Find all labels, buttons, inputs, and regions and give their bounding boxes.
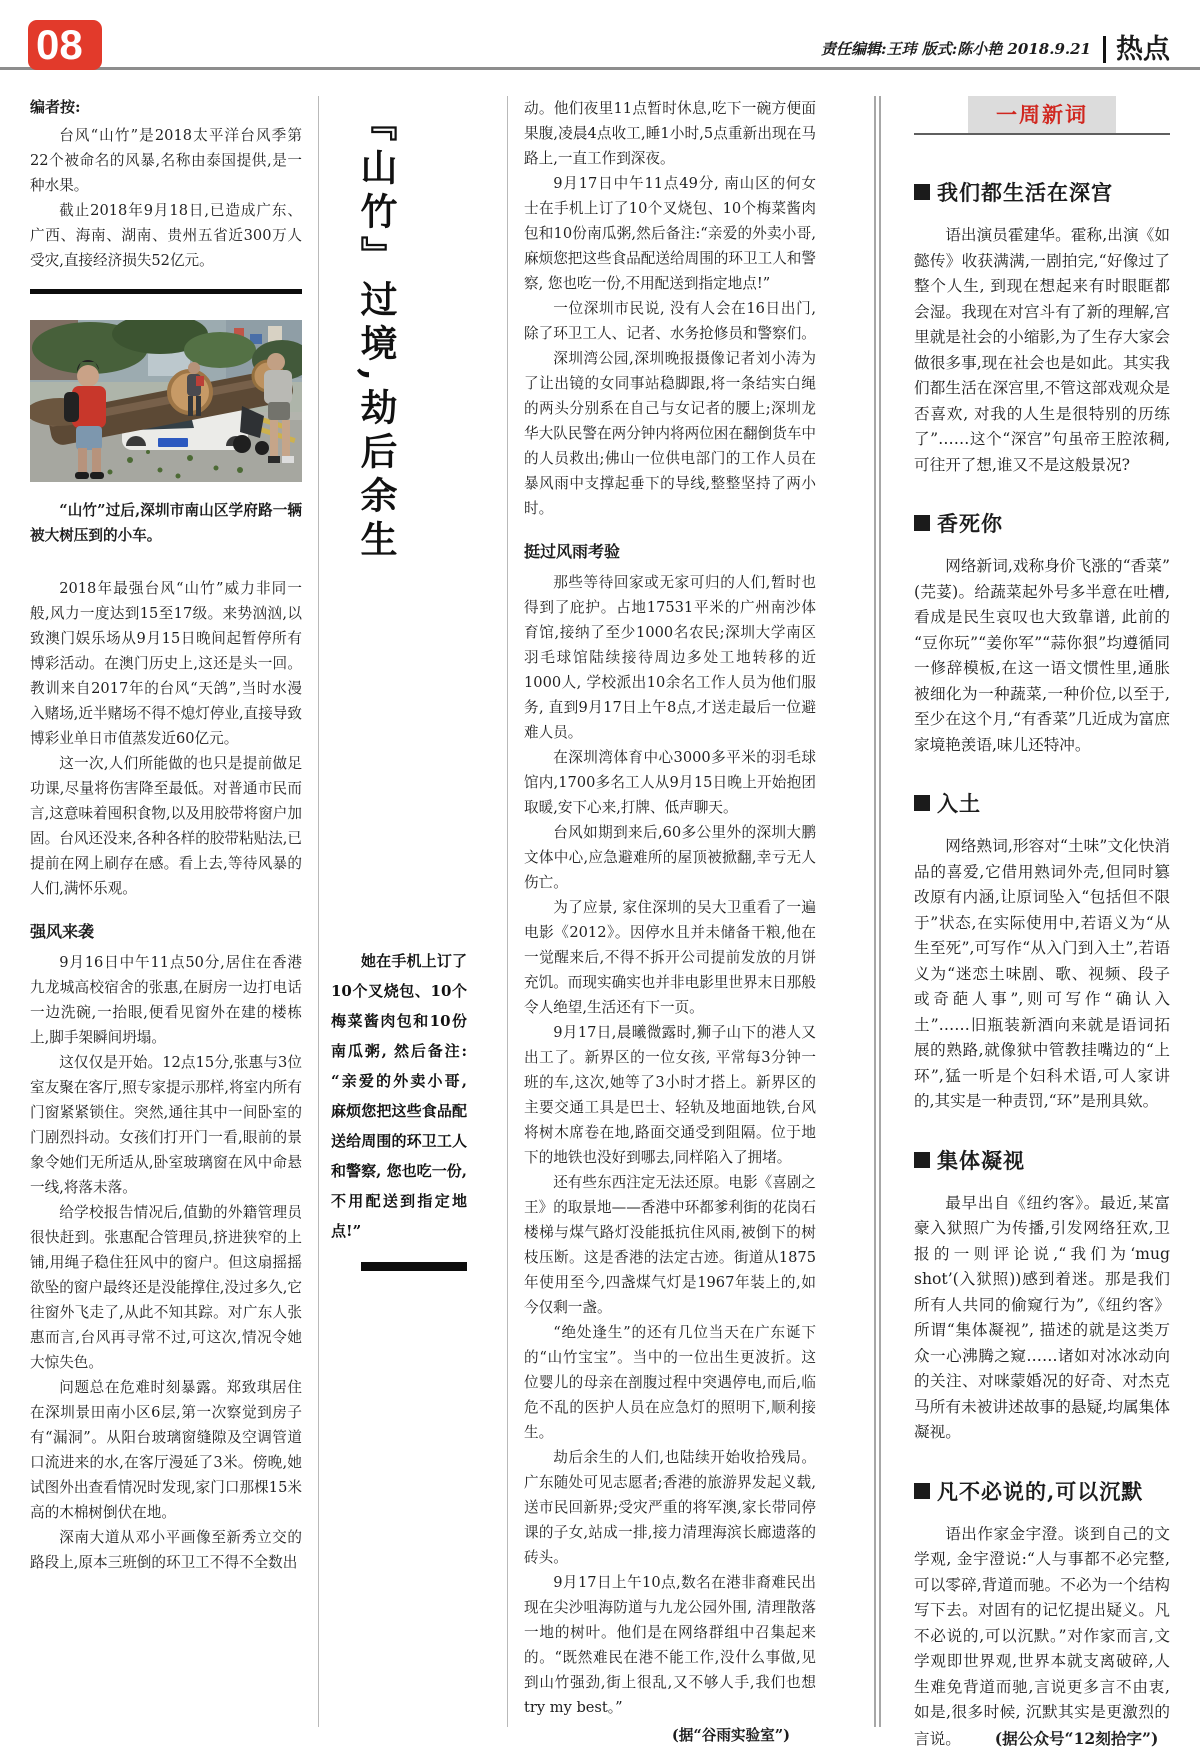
headline-column bbox=[319, 96, 508, 1727]
paragraph: 深圳湾公园,深圳晚报摄像记者刘小涛为了让出镜的女同事站稳脚跟,将一条结实白绳的两头分别系在自己与女记者的腰上;深圳龙华大队民警在两分钟内将两位困在翻倒货车中的人员救出;佛山一位供电部门的工作人员在暴风雨中支撑起垂下的导线,整整坚持了两小时。 bbox=[524, 346, 816, 521]
new-word-body-text: 语出作家金宇澄。谈到自己的文学观, 金宇澄说:“人与事都不必完整,可以零碎,背道而驰。不必为一个结构写下去。对固有的记忆提出疑义。凡不必说的,可以沉默。”对作家而言,文学观即世界观,世界本就支离破碎,人生难免背道而驰,言说更多言不由衷,如是,很多时候, 沉默其实是更激烈的言说。 bbox=[914, 1525, 1170, 1748]
paragraph: 台风“山竹”是2018太平洋台风季第22个被命名的风暴,名称由泰国提供,是一种水果。 bbox=[30, 123, 302, 198]
paragraph: 截止2018年9月18日,已造成广东、广西、海南、湖南、贵州五省近300万人受灾,直接经济损失52亿元。 bbox=[30, 198, 302, 273]
news-photo bbox=[30, 320, 302, 482]
article-title: 『山竹』过境,劫后余生 bbox=[349, 104, 403, 574]
new-words-title: 一周新词 bbox=[968, 96, 1116, 133]
paragraph: 9月16日中午11点50分,居住在香港九龙城高校宿舍的张惠,在厨房一边打电话一边洗碗,一抬眼,便看见窗外在建的楼栋上,脚手架瞬间坍塌。 bbox=[30, 950, 302, 1050]
strong-wind-paragraphs bbox=[30, 950, 302, 1575]
square-bullet-icon bbox=[914, 515, 930, 531]
lead-paragraphs bbox=[30, 576, 302, 901]
new-word-body: 最早出自《纽约客》。最近,某富豪入狱照广为传播,引发网络狂欢,卫报的一则评论说,“我们为‘mug shot’(入狱照))感到着迷。那是我们所有人共同的偷窥行为”,《纽约客》所谓“集体凝视”, 描述的就是这类万众一心沸腾之窥……诸如对冰冰动向的关注、对咪蒙婚况的好奇、对杰克马所有未被讲述故事的悬疑,均属集体凝视。 bbox=[914, 1191, 1170, 1446]
paragraph: 劫后余生的人们,也陆续开始收拾残局。广东随处可见志愿者;香港的旅游界发起义载,送市民回新界;受灾严重的将军澳,家长带同停课的子女,站成一排,接力清理海滨长廊遗落的砖头。 bbox=[524, 1445, 816, 1570]
new-words-attribution: (据公众号“12刻拾字”) bbox=[961, 1729, 1159, 1748]
new-word-entry bbox=[914, 508, 1170, 758]
double-rule bbox=[30, 289, 302, 294]
quote-underline-bar bbox=[361, 1262, 467, 1271]
editor-note bbox=[30, 96, 302, 273]
paragraph: 问题总在危难时刻暴露。郑致琪居住在深圳景田南小区6层,第一次察觉到房子有“漏洞”。从阳台玻璃窗缝隙及空调管道口流进来的水,在客厅漫延了3米。傍晚,她试图外出查看情况时发现,家门口那棵15米高的木棉树倒伏在地。 bbox=[30, 1375, 302, 1525]
section-title: 热点 bbox=[1103, 36, 1170, 63]
section-heading-survive-storm: 挺过风雨考验 bbox=[524, 539, 816, 562]
header-meta bbox=[821, 36, 1170, 63]
article-attribution: (据“谷雨实验室”) bbox=[524, 1724, 816, 1745]
square-bullet-icon bbox=[914, 184, 930, 200]
new-word-heading-text: 凡不必说的,可以沉默 bbox=[937, 1476, 1143, 1506]
editor-note-paragraphs bbox=[30, 123, 302, 273]
square-bullet-icon bbox=[914, 795, 930, 811]
editor-note-label: 编者按: bbox=[30, 96, 302, 117]
new-word-body: 网络新词,戏称身价飞涨的“香菜”(芫荽)。给蔬菜起外号多半意在吐槽,看成是民生哀叹也大致靠谱, 此前的“豆你玩”“姜你军”“蒜你狠”均遵循同一修辞模板,在这一语文惯性里,通胀被细化为一种蔬菜,一种价位,以至于,至少在这个月,“有香菜”几近成为富庶家境艳羡语,味儿还特冲。 bbox=[914, 554, 1170, 758]
new-word-body: 语出演员霍建华。霍称,出演《如懿传》收获满满,一剧拍完,“好像过了整个人生, 到现在想起来有时眼眶都会湿。我现在对宫斗有了新的理解,宫里就是社会的小缩影,为了生存大家会做很多事,现在社会也是如此。其实我们都生活在深宫里,不管这部戏观众是否喜欢, 对我的人生是很特别的历练了”……这个“深宫”句虽帝王腔浓稠,可往开了想,谁又不是这般景况? bbox=[914, 223, 1170, 478]
new-word-heading-text: 我们都生活在深宫 bbox=[937, 177, 1113, 207]
page-header bbox=[0, 0, 1200, 67]
new-word-entry bbox=[914, 1476, 1170, 1752]
paragraph: 2018年最强台风“山竹”威力非同一般,风力一度达到15至17级。来势汹汹,以致澳门娱乐场从9月15日晚间起暂停所有博彩活动。在澳门历史上,这还是头一回。教训来自2017年的台风“天鸽”,当时水漫入赌场,近半赌场不得不熄灯停业,直接导致博彩业单日市值蒸发近60亿元。 bbox=[30, 576, 302, 751]
center-column bbox=[508, 96, 874, 1727]
paragraph: 为了应景, 家住深圳的吴大卫重看了一遍电影《2012》。因停水且并未储备干粮,他在一觉醒来后,不得不拆开公司提前发放的月饼充饥。而现实确实也并非电影里世界末日那般令人绝望,生活还有下一页。 bbox=[524, 895, 816, 1020]
paragraph: 一位深圳市民说, 没有人会在16日出门,除了环卫工人、记者、水务抢修员和警察们。 bbox=[524, 296, 816, 346]
new-word-entry bbox=[914, 1145, 1170, 1446]
paragraph: 9月17日,晨曦微露时,狮子山下的港人又出工了。新界区的一位女孩, 平常每3分钟一班的车,这次,她等了3小时才搭上。新界区的主要交通工具是巴士、轻轨及地面地铁,台风将树木席卷在地,路面交通受到阻隔。位于地下的地铁也没好到哪去,同样陷入了拥堵。 bbox=[524, 1020, 816, 1170]
square-bullet-icon bbox=[914, 1483, 930, 1499]
left-column bbox=[30, 96, 319, 1727]
page-content bbox=[0, 70, 1200, 1727]
new-word-entry bbox=[914, 177, 1170, 478]
paragraph: 给学校报告情况后,值勤的外籍管理员很快赶到。张惠配合管理员,挤进狭窄的上铺,用绳子稳住狂风中的窗户。但这扇摇摇欲坠的窗户最终还是没能撑住,没过多久,它往窗外飞走了,从此不知其踪。对广东人张惠而言,台风再寻常不过,可这次,情况令她大惊失色。 bbox=[30, 1200, 302, 1375]
continuation-paragraph: 动。他们夜里11点暂时休息,吃下一碗方便面果腹,凌晨4点收工,睡1小时,5点重新出现在马路上,一直工作到深夜。 bbox=[524, 96, 816, 171]
page-number-badge: 08 bbox=[28, 20, 102, 70]
paragraph: 这一次,人们所能做的也只是提前做足功课,尽量将伤害降至最低。对普通市民而言,这意味着囤积食物,以及用胶带将窗户加固。台风还没来,各种各样的胶带粘贴法,已提前在网上刷存在感。看上去,等待风暴的人们,满怀乐观。 bbox=[30, 751, 302, 901]
pull-quote: 她在手机上订了10个叉烧包、10个梅菜酱肉包和10份南瓜粥, 然后备注:“亲爱的外卖小哥, 麻烦您把这些食品配送给周围的环卫工人和警察, 您也吃一份, 不用配送到指定地点!” bbox=[331, 946, 467, 1246]
square-bullet-icon bbox=[914, 1152, 930, 1168]
survive-storm-paragraphs bbox=[524, 570, 816, 1720]
new-word-heading bbox=[914, 788, 1170, 818]
new-word-heading bbox=[914, 1476, 1170, 1506]
paragraph: “绝处逢生”的还有几位当天在广东诞下的“山竹宝宝”。当中的一位出生更波折。这位婴儿的母亲在剖腹过程中突遇停电,而后,临危不乱的医护人员在应急灯的照明下,顺利接生。 bbox=[524, 1320, 816, 1445]
photo-caption: “山竹”过后,深圳市南山区学府路一辆被大树压到的小车。 bbox=[30, 498, 302, 548]
paragraph: 那些等待回家或无家可归的人们,暂时也得到了庇护。占地17531平米的广州南沙体育馆,接纳了至少1000名农民;深圳大学南区羽毛球馆陆续接待周边多处工地转移的近1000人, 学校派出10余名工作人员为他们服务, 直到9月17日上午8点,才送走最后一位避难人员。 bbox=[524, 570, 816, 745]
paragraph: 还有些东西注定无法还原。电影《喜剧之王》的取景地——香港中环都爹利街的花岗石楼梯与煤气路灯没能抵抗住风雨,被倒下的树枝压断。这是香港的法定古迹。街道从1875年使用至今,四盏煤气灯是1967年装上的,如今仅剩一盏。 bbox=[524, 1170, 816, 1320]
news-photo-frame bbox=[30, 320, 302, 548]
new-word-heading-text: 集体凝视 bbox=[937, 1145, 1025, 1175]
paragraph: 9月17日中午11点49分, 南山区的何女士在手机上订了10个叉烧包、10个梅菜酱肉包和10份南瓜粥,然后备注:“亲爱的外卖小哥,麻烦您把这些食品配送给周围的环卫工人和警察, 您也吃一份,不用配送到指定地点!” bbox=[524, 171, 816, 296]
editor-credit-line: 责任编辑:王玮 版式:陈小艳 2018.9.21 bbox=[821, 38, 1091, 63]
paragraph: 在深圳湾体育中心3000多平米的羽毛球馆内,1700多名工人从9月15日晚上开始抱团取暖,安下心来,打牌、低声聊天。 bbox=[524, 745, 816, 820]
new-word-heading bbox=[914, 1145, 1170, 1175]
new-words-column bbox=[874, 96, 1170, 1727]
new-word-body: 网络熟词,形容对“土味”文化快消品的喜爱,它借用熟词外壳,但同时篡改原有内涵,让原词坠入“包括但不限于”状态,在实际使用中,若语义为“从生至死”,可写作“从入门到入土”,若语义为“迷恋土味剧、歌、视频、段子或奇葩人事”,则可写作“确认入土”……旧瓶装新酒向来就是语词拓展的熟路,就像狱中管教挂嘴边的“上环”,猛一听是个妇科术语,可人家讲的,其实是一种责罚,“环”是刑具欸。 bbox=[914, 834, 1170, 1115]
new-word-heading-text: 香死你 bbox=[937, 508, 1003, 538]
new-words-header bbox=[914, 96, 1170, 135]
center-paragraphs bbox=[524, 171, 816, 521]
new-word-heading bbox=[914, 177, 1170, 207]
paragraph: 这仅仅是开始。12点15分,张惠与3位室友聚在客厅,照专家提示那样,将室内所有门窗紧紧锁住。突然,通往其中一间卧室的门剧烈抖动。女孩们打开门一看,眼前的景象令她们无所适从,卧室玻璃窗在风中命悬一线,将落未落。 bbox=[30, 1050, 302, 1200]
paragraph: 台风如期到来后,60多公里外的深圳大鹏文体中心,应急避难所的屋顶被掀翻,幸亏无人伤亡。 bbox=[524, 820, 816, 895]
paragraph: 深南大道从邓小平画像至新秀立交的路段上,原本三班倒的环卫工不得不全数出 bbox=[30, 1525, 302, 1575]
new-word-body bbox=[914, 1522, 1170, 1752]
new-word-entry bbox=[914, 788, 1170, 1115]
paragraph: 9月17日上午10点,数名在港非裔难民出现在尖沙咀海防道与九龙公园外围, 清理散落一地的树叶。他们是在网络群组中召集起来的。“既然难民在港不能工作,没什么事做,见到山竹强劲,街上很乱,又不够人手,我们也想 try my best。” bbox=[524, 1570, 816, 1720]
new-word-heading bbox=[914, 508, 1170, 538]
new-word-heading-text: 入土 bbox=[937, 788, 981, 818]
section-heading-strong-wind: 强风来袭 bbox=[30, 919, 302, 942]
